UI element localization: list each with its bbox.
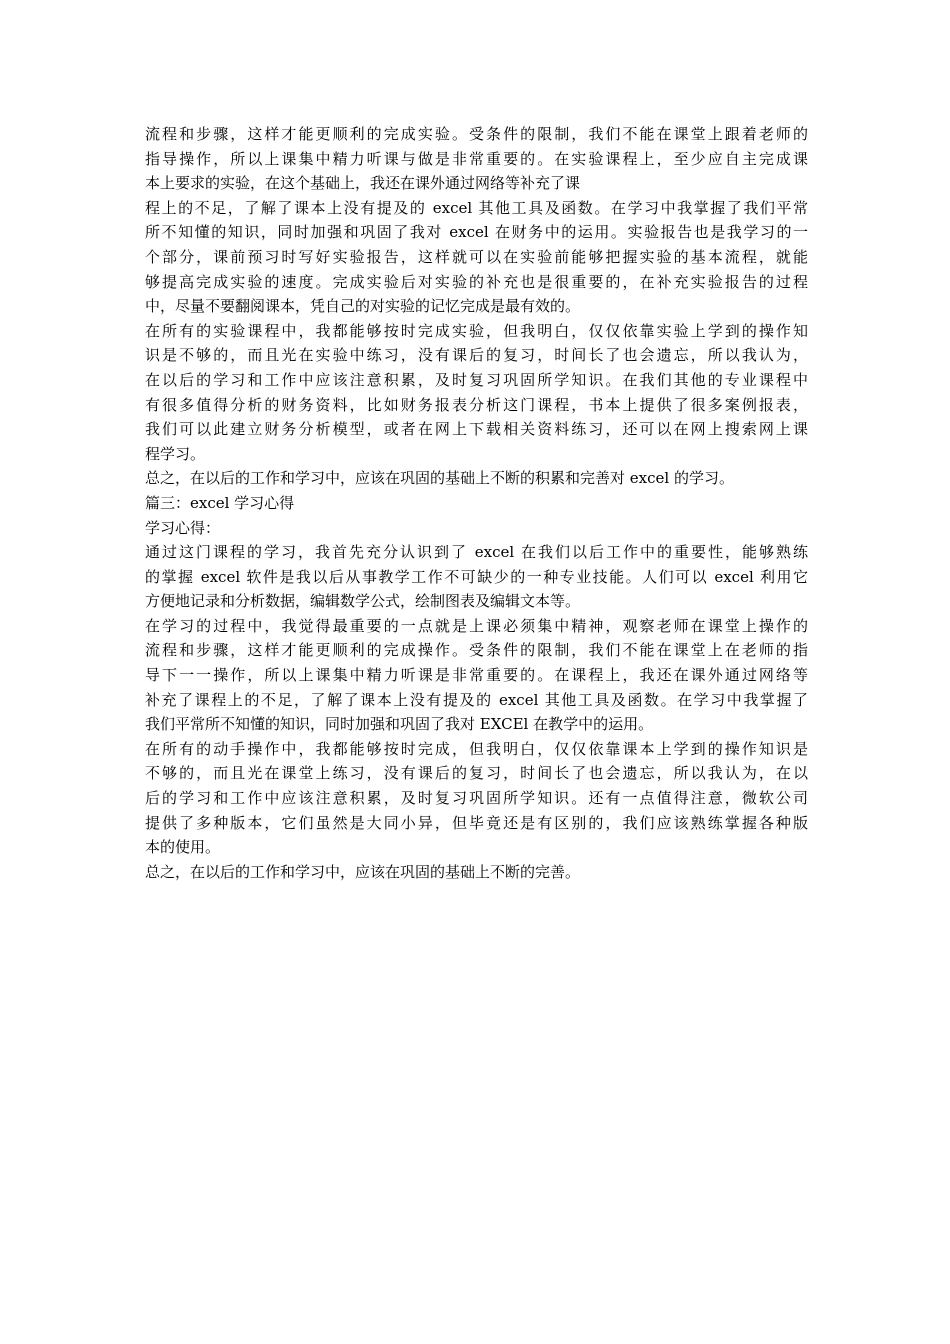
text-line: 在以后的学习和工作中应该注意积累，及时复习巩固所学知识。在我们其他的专业课程中 <box>145 370 808 389</box>
text-line: 篇三：excel 学习心得 <box>145 493 295 512</box>
text-line: 提供了多种版本，它们虽然是大同小异，但毕竟还是有区别的，我们应该熟练掌握各种版 <box>145 813 808 832</box>
body-text <box>145 122 808 884</box>
text-line: 流程和步骤，这样才能更顺利的完成实验。受条件的限制，我们不能在课堂上跟着老师的 <box>145 125 808 143</box>
text-line: 补充了课程上的不足，了解了课本上没有提及的 excel 其他工具及函数。在学习中我掌握了 <box>145 690 808 709</box>
text-line: 识是不够的，而且光在实验中练习，没有课后的复习，时间长了也会遗忘，所以我认为， <box>145 346 808 365</box>
text-line: 指导操作，所以上课集中精力听课与做是非常重要的。在实验课程上，至少应自主完成课 <box>145 149 808 168</box>
text-line: 流程和步骤，这样才能更顺利的完成操作。受条件的限制，我们不能在课堂上在老师的指 <box>145 641 808 660</box>
text-line: 所不知懂的知识，同时加强和巩固了我对 excel 在财务中的运用。实验报告也是我学习的一 <box>145 223 808 242</box>
text-line: 有很多值得分析的财务资料，比如财务报表分析这门课程，书本上提供了很多案例报表， <box>145 395 808 414</box>
text-line: 我们可以此建立财务分析模型，或者在网上下载相关资料练习，还可以在网上搜索网上课 <box>145 420 808 439</box>
text-line: 总之，在以后的工作和学习中，应该在巩固的基础上不断的积累和完善对 excel 的学习。 <box>145 469 734 488</box>
text-line: 程学习。 <box>145 444 206 463</box>
text-line: 程上的不足，了解了课本上没有提及的 excel 其他工具及函数。在学习中我掌握了我们平常 <box>145 198 808 217</box>
text-line: 个部分，课前预习时写好实验报告，这样就可以在实验前能够把握实验的基本流程，就能 <box>145 247 808 266</box>
text-line: 本上要求的实验，在这个基础上，我还在课外通过网络等补充了课 <box>145 174 581 193</box>
text-line: 不够的，而且光在课堂上练习，没有课后的复习，时间长了也会遗忘，所以我认为，在以 <box>145 764 808 783</box>
text-line: 的掌握 excel 软件是我以后从事教学工作不可缺少的一种专业技能。人们可以 excel 利用它 <box>145 567 808 586</box>
text-line: 在学习的过程中，我觉得最重要的一点就是上课必须集中精神，观察老师在课堂上操作的 <box>145 616 808 635</box>
text-line: 通过这门课程的学习，我首先充分认识到了 excel 在我们以后工作中的重要性，能够熟练 <box>145 543 808 562</box>
text-line: 总之，在以后的工作和学习中，应该在巩固的基础上不断的完善。 <box>145 862 581 881</box>
text-line: 学习心得： <box>145 518 221 537</box>
text-line: 够提高完成实验的速度。完成实验后对实验的补充也是很重要的，在补充实验报告的过程 <box>145 272 808 291</box>
text-line: 在所有的实验课程中，我都能够按时完成实验，但我明白，仅仅依靠实验上学到的操作知 <box>145 321 808 340</box>
text-line: 导下一一操作，所以上课集中精力听课是非常重要的。在课程上，我还在课外通过网络等 <box>145 666 808 685</box>
text-line: 本的使用。 <box>145 838 221 857</box>
text-line: 中，尽量不要翻阅课本，凭自己的对实验的记忆完成是最有效的。 <box>145 297 581 316</box>
text-line: 在所有的动手操作中，我都能够按时完成，但我明白，仅仅依靠课本上学到的操作知识是 <box>145 739 808 758</box>
text-line: 后的学习和工作中应该注意积累，及时复习巩固所学知识。还有一点值得注意，微软公司 <box>145 789 808 808</box>
text-line: 方便地记录和分析数据，编辑数学公式，绘制图表及编辑文本等。 <box>145 592 581 611</box>
text-line: 我们平常所不知懂的知识，同时加强和巩固了我对 EXCEl 在教学中的运用。 <box>145 715 654 734</box>
